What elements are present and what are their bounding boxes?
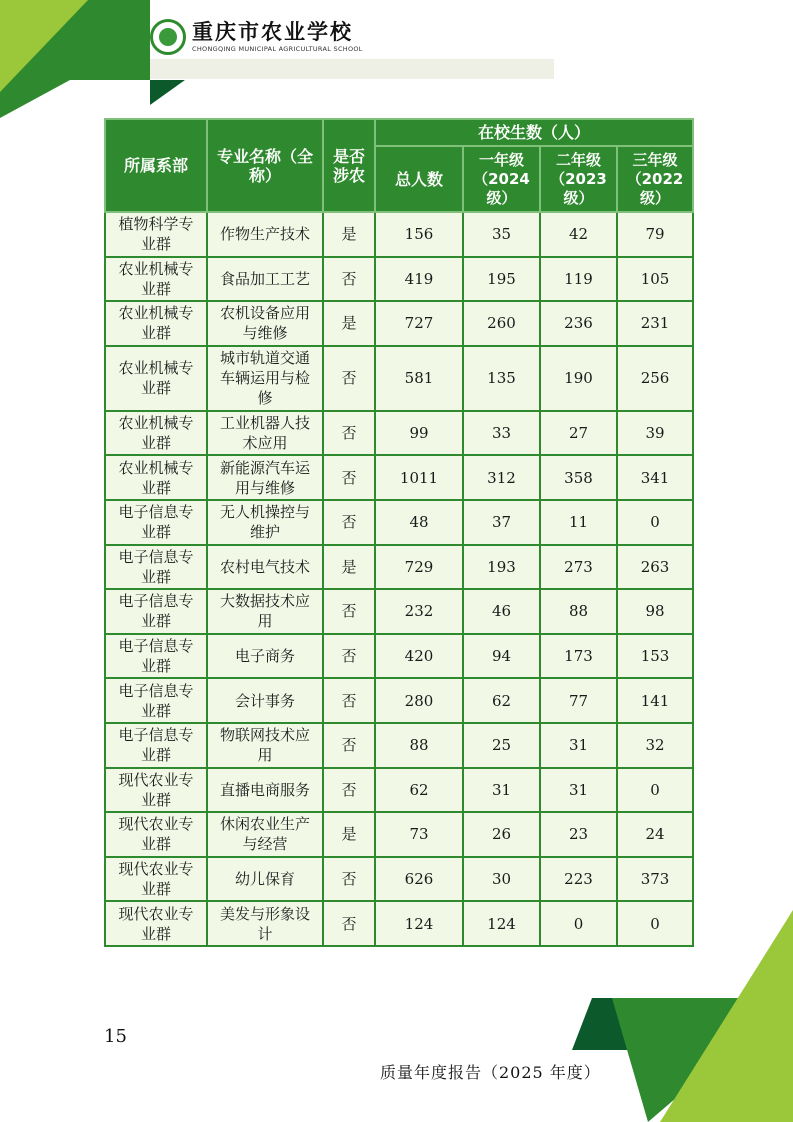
cell-grade1: 26 (463, 812, 540, 857)
header-major: 专业名称（全称） (207, 119, 323, 212)
page-number: 15 (104, 1026, 127, 1047)
cell-major: 直播电商服务 (207, 768, 323, 813)
cell-grade2: 358 (540, 455, 617, 500)
cell-grade1: 94 (463, 634, 540, 679)
table-row (105, 301, 693, 346)
cell-major: 美发与形象设计 (207, 901, 323, 946)
cell-dept: 现代农业专业群 (105, 768, 207, 813)
cell-agri: 否 (323, 901, 375, 946)
cell-dept: 农业机械专业群 (105, 257, 207, 302)
cell-agri: 否 (323, 634, 375, 679)
cell-grade1: 30 (463, 857, 540, 902)
table-row (105, 257, 693, 302)
cell-total: 124 (375, 901, 463, 946)
school-emblem-icon (150, 19, 186, 55)
cell-grade3: 79 (617, 212, 693, 257)
cell-major: 食品加工工艺 (207, 257, 323, 302)
cell-major: 农机设备应用与维修 (207, 301, 323, 346)
cell-grade1: 25 (463, 723, 540, 768)
cell-grade2: 190 (540, 346, 617, 411)
top-left-lime-triangle (0, 0, 112, 118)
cell-grade3: 0 (617, 768, 693, 813)
cell-agri: 否 (323, 589, 375, 634)
cell-total: 73 (375, 812, 463, 857)
cell-grade1: 124 (463, 901, 540, 946)
cell-grade3: 263 (617, 545, 693, 590)
bottom-right-dark-shape (572, 998, 700, 1050)
cell-dept: 农业机械专业群 (105, 411, 207, 456)
cell-dept: 植物科学专业群 (105, 212, 207, 257)
cell-major: 无人机操控与维护 (207, 500, 323, 545)
table-row (105, 411, 693, 456)
cell-total: 626 (375, 857, 463, 902)
cell-grade2: 236 (540, 301, 617, 346)
cell-total: 420 (375, 634, 463, 679)
cell-grade2: 173 (540, 634, 617, 679)
cell-grade3: 39 (617, 411, 693, 456)
cell-grade3: 32 (617, 723, 693, 768)
cell-grade2: 23 (540, 812, 617, 857)
cell-grade3: 105 (617, 257, 693, 302)
cell-dept: 农业机械专业群 (105, 455, 207, 500)
cell-grade3: 24 (617, 812, 693, 857)
cell-dept: 现代农业专业群 (105, 812, 207, 857)
cell-grade3: 0 (617, 500, 693, 545)
cell-total: 419 (375, 257, 463, 302)
cell-grade2: 119 (540, 257, 617, 302)
table-row (105, 723, 693, 768)
cell-grade2: 27 (540, 411, 617, 456)
table-row (105, 768, 693, 813)
table-row (105, 812, 693, 857)
cell-dept: 电子信息专业群 (105, 545, 207, 590)
cell-grade2: 77 (540, 678, 617, 723)
header-grade2: 二年级（2023级） (540, 146, 617, 212)
cell-agri: 是 (323, 545, 375, 590)
cell-dept: 电子信息专业群 (105, 589, 207, 634)
cell-grade3: 0 (617, 901, 693, 946)
cell-grade1: 31 (463, 768, 540, 813)
cell-major: 作物生产技术 (207, 212, 323, 257)
table-row (105, 545, 693, 590)
cell-total: 88 (375, 723, 463, 768)
top-left-dark-triangle (150, 80, 185, 105)
table-row (105, 857, 693, 902)
cell-grade3: 98 (617, 589, 693, 634)
cell-grade2: 223 (540, 857, 617, 902)
table-row (105, 634, 693, 679)
bottom-right-green-triangle (612, 998, 793, 1122)
cell-agri: 否 (323, 857, 375, 902)
cell-dept: 电子信息专业群 (105, 634, 207, 679)
cell-grade2: 42 (540, 212, 617, 257)
cell-total: 729 (375, 545, 463, 590)
cell-grade2: 0 (540, 901, 617, 946)
top-left-green-shape (0, 0, 150, 118)
table-row (105, 346, 693, 411)
cell-dept: 现代农业专业群 (105, 857, 207, 902)
cell-total: 48 (375, 500, 463, 545)
cell-major: 会计事务 (207, 678, 323, 723)
cell-agri: 是 (323, 301, 375, 346)
cell-total: 62 (375, 768, 463, 813)
cell-grade1: 33 (463, 411, 540, 456)
enrollment-table (104, 118, 694, 947)
cell-grade2: 273 (540, 545, 617, 590)
header-total: 总人数 (375, 146, 463, 212)
table-row (105, 678, 693, 723)
cell-total: 156 (375, 212, 463, 257)
cell-major: 物联网技术应用 (207, 723, 323, 768)
cell-grade1: 135 (463, 346, 540, 411)
cell-major: 大数据技术应用 (207, 589, 323, 634)
cell-dept: 电子信息专业群 (105, 723, 207, 768)
cell-grade2: 31 (540, 768, 617, 813)
cell-grade3: 141 (617, 678, 693, 723)
cell-total: 581 (375, 346, 463, 411)
table-row (105, 500, 693, 545)
cell-total: 1011 (375, 455, 463, 500)
cell-major: 农村电气技术 (207, 545, 323, 590)
cell-grade3: 373 (617, 857, 693, 902)
cell-grade1: 62 (463, 678, 540, 723)
cell-total: 232 (375, 589, 463, 634)
report-footer: 质量年度报告（2025 年度） (380, 1063, 601, 1082)
school-logo (150, 16, 363, 58)
cell-agri: 是 (323, 812, 375, 857)
cell-agri: 否 (323, 411, 375, 456)
header-students: 在校生数（人） (375, 119, 693, 146)
cell-grade3: 153 (617, 634, 693, 679)
cell-major: 电子商务 (207, 634, 323, 679)
cell-total: 99 (375, 411, 463, 456)
cell-dept: 农业机械专业群 (105, 346, 207, 411)
header-grade3: 三年级（2022级） (617, 146, 693, 212)
cell-total: 280 (375, 678, 463, 723)
cell-agri: 否 (323, 346, 375, 411)
cell-grade1: 195 (463, 257, 540, 302)
table-row (105, 901, 693, 946)
cell-major: 休闲农业生产与经营 (207, 812, 323, 857)
header-grade1: 一年级（2024级） (463, 146, 540, 212)
table-row (105, 589, 693, 634)
cell-major: 城市轨道交通车辆运用与检修 (207, 346, 323, 411)
table-row (105, 455, 693, 500)
cell-grade1: 35 (463, 212, 540, 257)
cell-grade1: 46 (463, 589, 540, 634)
cell-agri: 否 (323, 257, 375, 302)
cell-major: 幼儿保育 (207, 857, 323, 902)
cell-dept: 农业机械专业群 (105, 301, 207, 346)
cell-grade2: 31 (540, 723, 617, 768)
cell-agri: 否 (323, 455, 375, 500)
cell-grade2: 11 (540, 500, 617, 545)
cell-agri: 否 (323, 768, 375, 813)
cell-major: 新能源汽车运用与维修 (207, 455, 323, 500)
cell-dept: 现代农业专业群 (105, 901, 207, 946)
cell-agri: 是 (323, 212, 375, 257)
cell-dept: 电子信息专业群 (105, 678, 207, 723)
cell-grade1: 312 (463, 455, 540, 500)
school-name-en: CHONGQING MUNICIPAL AGRICULTURAL SCHOOL (192, 45, 363, 53)
cell-grade3: 231 (617, 301, 693, 346)
header-dept: 所属系部 (105, 119, 207, 212)
cell-major: 工业机器人技术应用 (207, 411, 323, 456)
cell-total: 727 (375, 301, 463, 346)
table-row (105, 212, 693, 257)
cell-grade1: 260 (463, 301, 540, 346)
header-agri: 是否涉农 (323, 119, 375, 212)
cell-agri: 否 (323, 678, 375, 723)
cell-grade1: 37 (463, 500, 540, 545)
school-name-cn: 重庆市农业学校 (192, 19, 353, 44)
cell-grade2: 88 (540, 589, 617, 634)
cell-agri: 否 (323, 500, 375, 545)
cell-agri: 否 (323, 723, 375, 768)
header-bar (150, 59, 554, 79)
cell-grade3: 256 (617, 346, 693, 411)
cell-dept: 电子信息专业群 (105, 500, 207, 545)
cell-grade1: 193 (463, 545, 540, 590)
cell-grade3: 341 (617, 455, 693, 500)
